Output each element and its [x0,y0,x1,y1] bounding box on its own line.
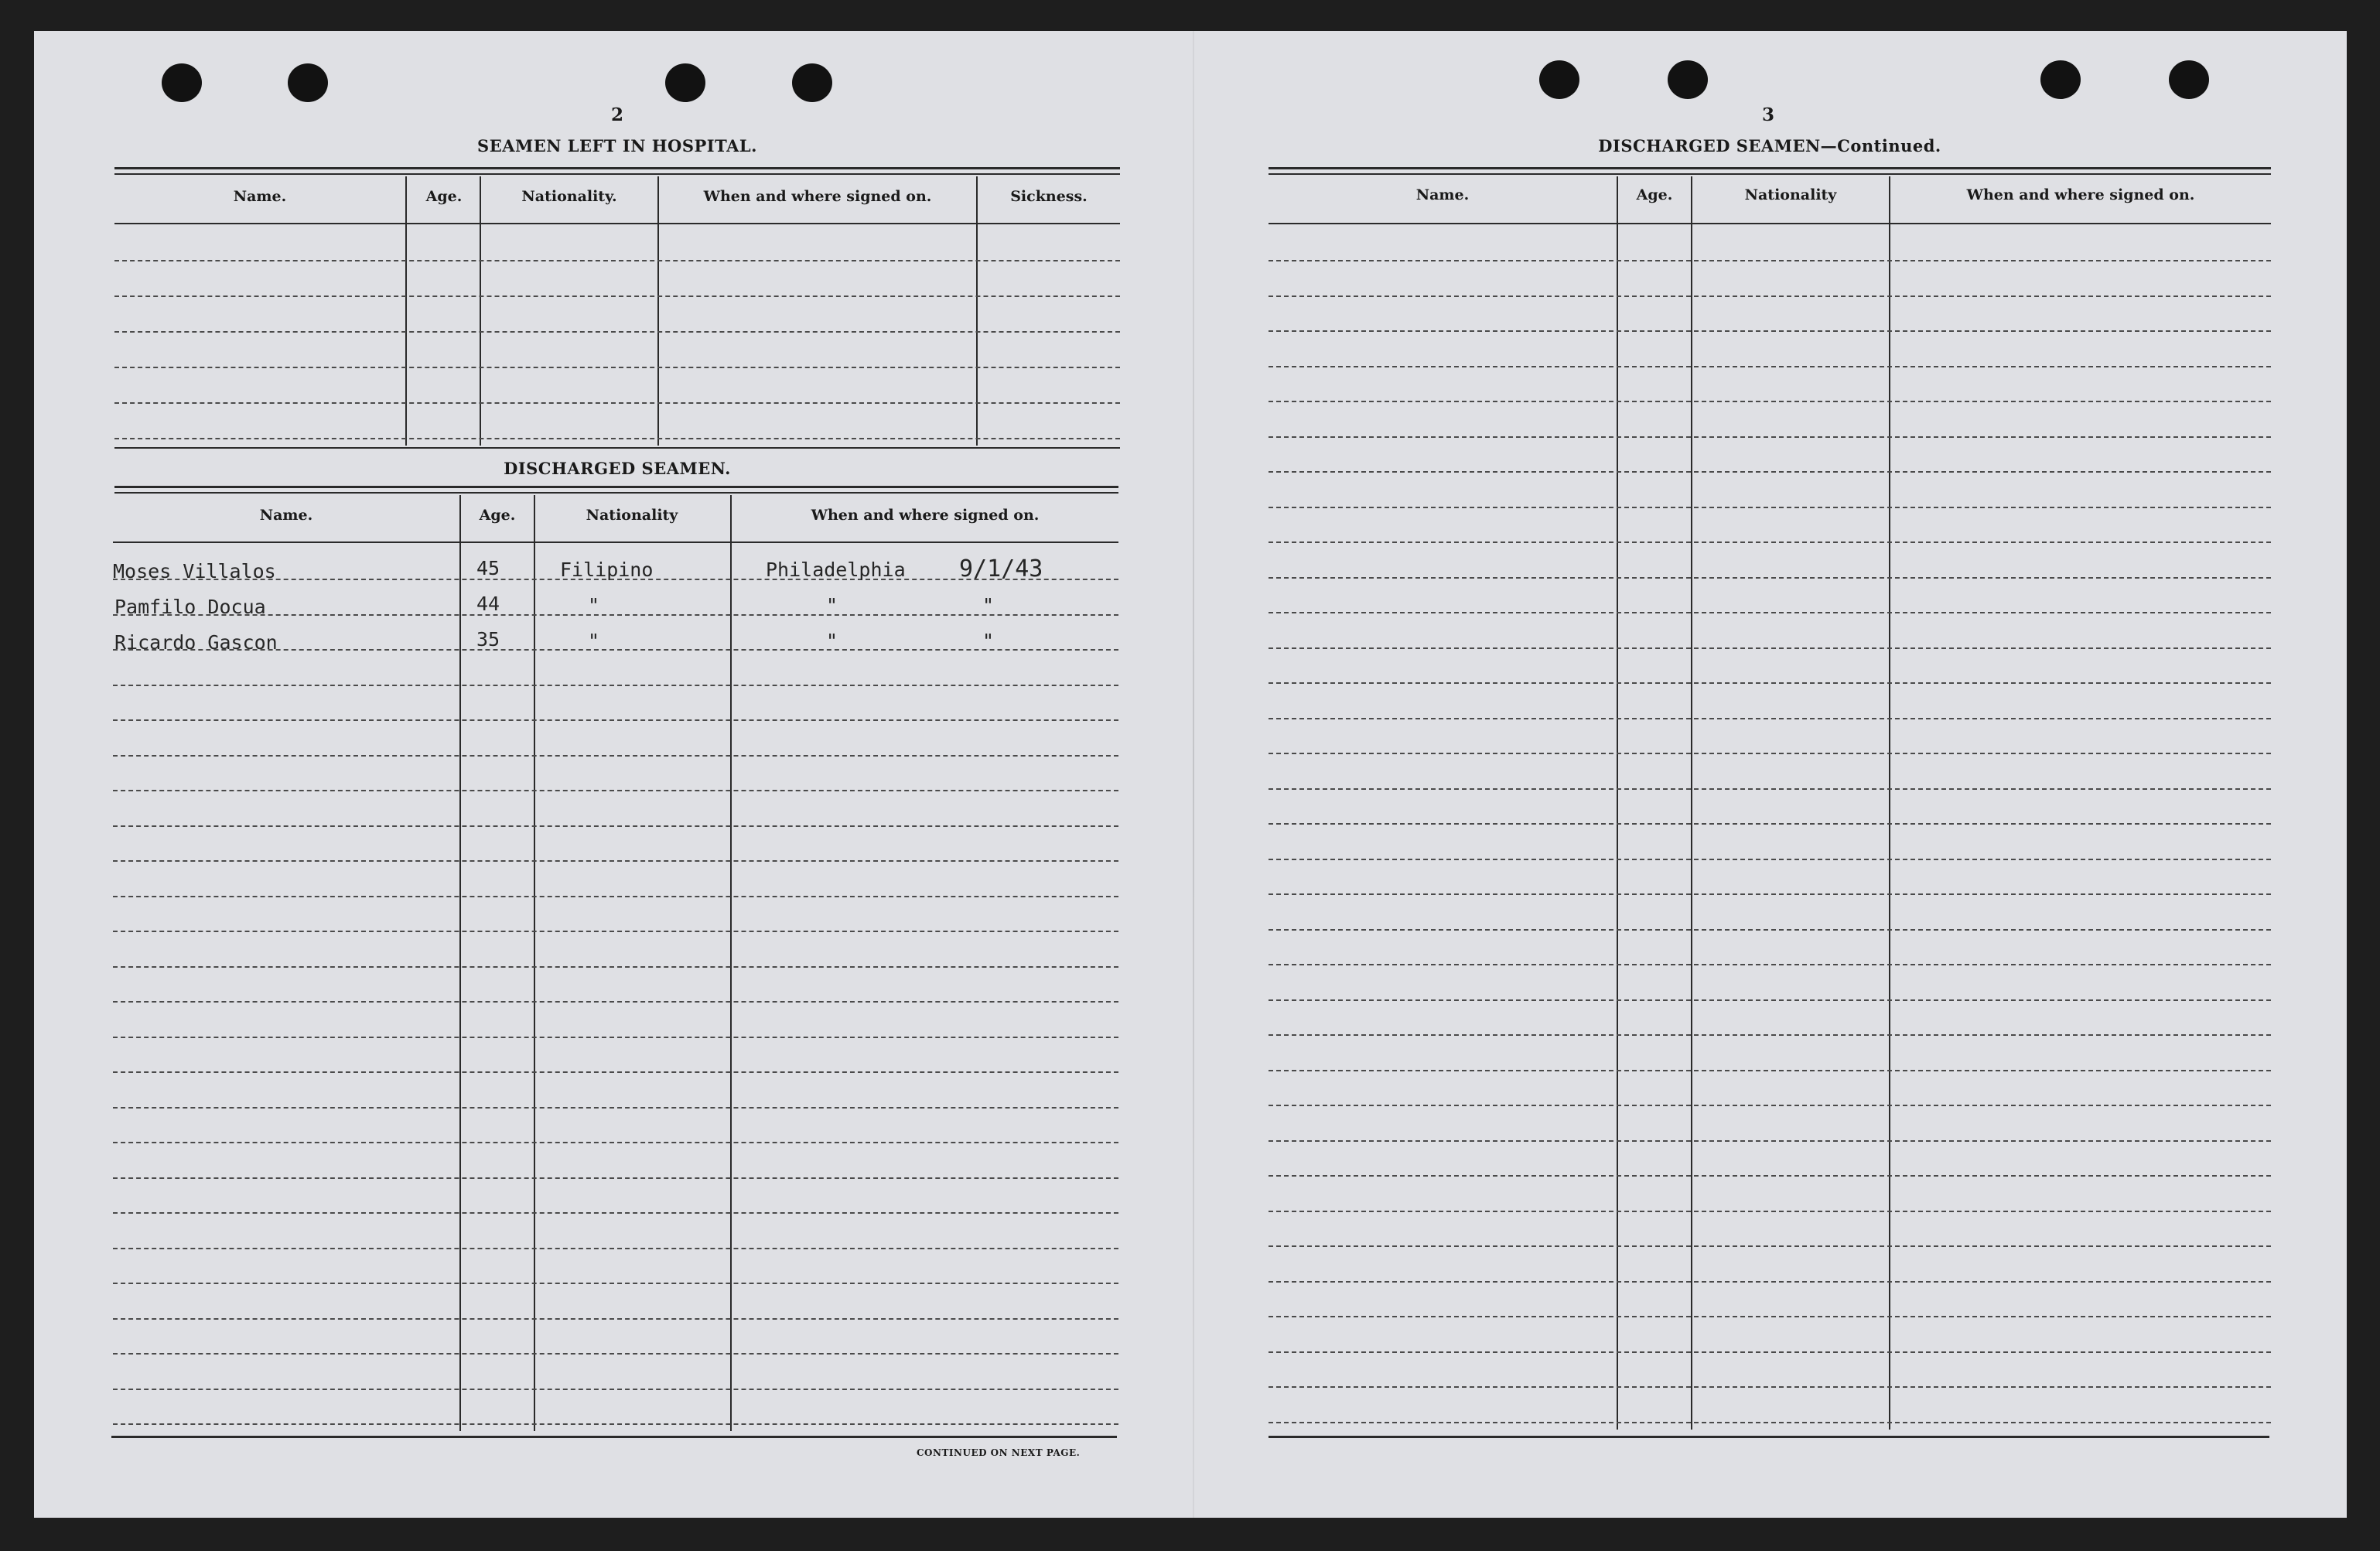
seaman-nationality: Filipino [560,559,654,581]
column-header-signed-on: When and where signed on. [703,188,932,205]
entry-line [1269,541,2271,543]
entry-line [114,367,1120,368]
seaman-age: 45 [476,557,500,579]
entry-line [113,1001,1118,1003]
entry-line [113,1142,1118,1143]
punch-hole [1668,60,1708,99]
entry-line [1269,1211,2271,1212]
entry-line [1269,1351,2271,1353]
entry-line [113,1071,1118,1073]
entry-line [113,1177,1118,1179]
right-bottom-rule [1269,1436,2269,1438]
entry-line [113,1353,1118,1355]
column-header-name: Name. [233,188,287,205]
seaman-signed-place: Philadelphia [766,559,906,581]
ledger-sheet [34,31,2347,1518]
entry-line [1269,753,2271,754]
column-divider [459,495,461,1431]
entry-line [1269,1281,2271,1283]
punch-hole [665,63,705,102]
entry-line [113,685,1118,686]
column-divider [405,176,407,446]
entry-line [113,896,1118,897]
column-header-sickness: Sickness. [1010,188,1088,205]
entry-line [1269,330,2271,332]
entry-line [1269,929,2271,931]
entry-line [113,1389,1118,1390]
column-header-signed-on: When and where signed on. [811,507,1040,524]
seaman-age: 35 [476,628,500,651]
column-divider [1691,176,1692,1430]
entry-line [113,790,1118,791]
column-divider [730,495,732,1431]
entry-line [1269,1386,2271,1388]
entry-line [113,1318,1118,1320]
punch-hole [288,63,328,102]
entry-line [1269,788,2271,790]
entry-line [1269,612,2271,613]
column-header-name: Name. [1415,186,1470,203]
entry-line [113,719,1118,721]
discharged-top-rule [114,492,1118,494]
entry-line [1269,1140,2271,1142]
entry-line [113,860,1118,862]
column-header-nationality: Nationality. [521,188,617,205]
entry-line [1269,1245,2271,1247]
entry-line [1269,436,2271,438]
entry-line [114,402,1120,404]
column-header-age: Age. [425,188,463,205]
entry-line [1269,577,2271,579]
continued-note: CONTINUED ON NEXT PAGE. [917,1447,1081,1458]
entry-line [1269,401,2271,402]
column-header-age: Age. [1636,186,1673,203]
seaman-name: Pamfilo Docua [114,596,266,618]
entry-line [1269,893,2271,895]
entry-line [1269,507,2271,508]
entry-line [1269,964,2271,965]
punch-hole [1539,60,1579,99]
entry-line [113,1423,1118,1425]
entry-line [1269,366,2271,367]
entry-line [1269,1422,2271,1423]
entry-line [1269,823,2271,825]
column-divider [534,495,535,1431]
entry-line [1269,859,2271,860]
discharged-bottom-rule [111,1436,1117,1438]
discharged-header-rule [113,541,1118,543]
seaman-signed-place: " [826,594,838,617]
entry-line [1269,1316,2271,1317]
column-divider [1889,176,1890,1430]
seaman-name: Ricardo Gascon [114,631,278,654]
punch-hole [792,63,832,102]
seaman-nationality: " [588,594,600,617]
column-header-nationality: Nationality [1744,186,1837,203]
entry-line [114,260,1120,261]
punch-hole [162,63,202,102]
entry-line [113,1107,1118,1109]
hospital-top-rule [114,167,1120,169]
entry-line [1269,260,2271,261]
entry-line [1269,1105,2271,1106]
page-number-left: 2 [610,104,623,125]
seaman-nationality: " [588,630,600,652]
entry-line [1269,718,2271,719]
seaman-signed-place: " [826,630,838,652]
entry-line [1269,1175,2271,1177]
page-fold [1193,31,1194,1518]
entry-line [113,1248,1118,1249]
column-header-name: Name. [259,507,313,524]
discharged-top-rule [114,486,1118,488]
entry-line [113,1283,1118,1284]
discharged-section-title: DISCHARGED SEAMEN. [504,459,731,478]
entry-line [1269,1034,2271,1036]
hospital-top-rule [114,173,1120,175]
entry-line [113,931,1118,932]
entry-line [1269,682,2271,684]
entry-line [1269,999,2271,1001]
column-divider [657,176,659,446]
entry-line [1269,296,2271,297]
discharged-continued-title: DISCHARGED SEAMEN—Continued. [1598,136,1941,155]
seaman-signed-date: " [982,630,995,652]
column-header-signed-on: When and where signed on. [1966,186,2195,203]
entry-line [1269,647,2271,649]
entry-line [113,825,1118,827]
punch-hole [2040,60,2081,99]
entry-line [113,755,1118,757]
seaman-age: 44 [476,593,500,615]
punch-hole [2169,60,2209,99]
entry-line [1269,1070,2271,1071]
seaman-signed-date: 9/1/43 [959,555,1043,582]
entry-line [1269,471,2271,473]
entry-line [113,1037,1118,1038]
seaman-name: Moses Villalos [113,560,276,582]
right-header-rule [1269,223,2271,224]
column-divider [1617,176,1618,1430]
column-header-nationality: Nationality [586,507,678,524]
entry-line [113,1212,1118,1214]
right-top-rule [1269,167,2271,169]
entry-line [113,966,1118,968]
column-header-age: Age. [479,507,516,524]
page-number-right: 3 [1761,104,1774,125]
hospital-bottom-rule [114,447,1120,449]
seaman-signed-date: " [982,594,995,617]
column-divider [480,176,481,446]
entry-line [114,331,1120,333]
entry-line [114,296,1120,297]
entry-line [114,438,1120,439]
hospital-section-title: SEAMEN LEFT IN HOSPITAL. [477,136,757,155]
right-top-rule [1269,173,2271,175]
column-divider [976,176,978,446]
hospital-header-rule [114,223,1120,224]
